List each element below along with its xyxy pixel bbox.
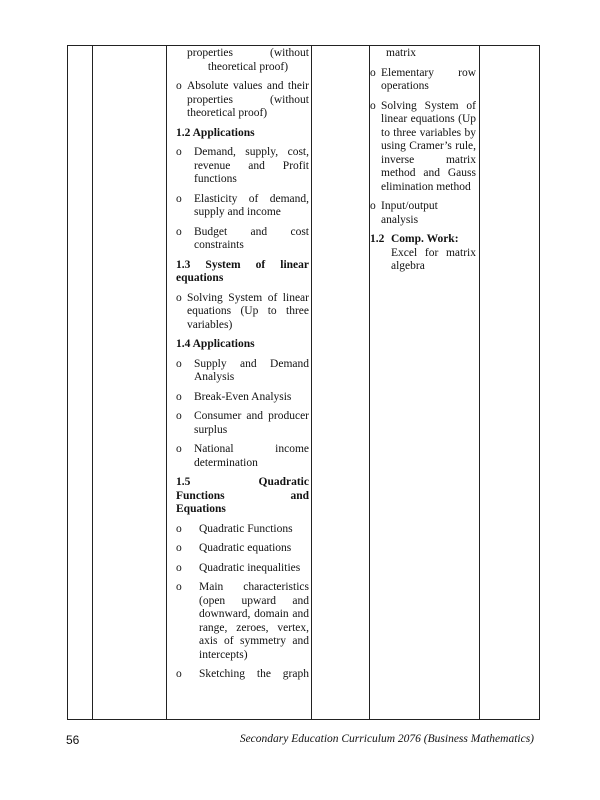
list-item <box>176 562 309 576</box>
section-heading: 1.4 Applications <box>176 338 255 350</box>
page-number: 56 <box>66 733 80 747</box>
item-text: Solving System of linear equations (Up to three variables) <box>187 291 309 331</box>
item-text: Solving System of linear equations (Up to three variables by using Cramer’s rule, inverse matrix method and Gauss elimination method <box>381 99 476 193</box>
cont-line-2: theoretical proof) <box>207 60 289 73</box>
item-text: Supply and Demand Analysis <box>194 357 309 383</box>
list-item <box>176 193 309 220</box>
content-column <box>176 46 309 695</box>
bullet-icon: o <box>176 146 182 158</box>
bullet-icon: o <box>176 581 182 593</box>
list-item <box>176 443 309 470</box>
bullet-icon: o <box>176 390 182 403</box>
item-text: Quadratic inequalities <box>199 561 301 574</box>
item-text: Elasticity of demand, supply and income <box>194 192 309 218</box>
item-text: Sketching the graph <box>199 668 309 680</box>
list-item <box>176 523 309 537</box>
item-text: Break-Even Analysis <box>194 390 292 403</box>
bullet-icon: o <box>176 668 182 680</box>
footer-title: Secondary Education Curriculum 2076 (Business Mathematics) <box>239 733 534 745</box>
bullet-icon: o <box>176 225 182 238</box>
list-item <box>176 581 309 662</box>
matrix-column <box>370 46 476 274</box>
curriculum-table <box>67 45 540 720</box>
list-item <box>176 80 309 121</box>
bullet-icon: o <box>176 561 182 574</box>
comp-body <box>391 233 476 274</box>
item-text: Budget and cost constraints <box>194 225 309 251</box>
page-footer <box>66 733 534 749</box>
column-divider <box>479 46 480 719</box>
column-divider <box>166 46 167 719</box>
list-item <box>176 358 309 385</box>
section-heading-1-5 <box>176 476 309 517</box>
item-text: National income determination <box>194 443 309 469</box>
item-text: Quadratic equations <box>199 542 292 554</box>
list-item <box>176 146 309 187</box>
list-item <box>370 100 476 195</box>
comp-heading: Comp. Work: <box>391 233 459 245</box>
bullet-icon: o <box>176 443 182 455</box>
bullet-icon: o <box>370 66 376 79</box>
section-heading: 1.3 System of linear equations <box>176 258 309 284</box>
comp-work <box>370 233 476 274</box>
item-text: Main characteristics (open upward and downward, domain and range, zeroes, vertex, axis of symmetry and intercepts) <box>199 581 309 661</box>
bullet-icon: o <box>176 357 182 370</box>
bullet-icon: o <box>176 291 182 304</box>
cont-word-2: (without <box>270 47 309 59</box>
section-heading: 1.2 Applications <box>176 126 255 139</box>
item-text: Consumer and producer surplus <box>194 410 309 436</box>
column-divider <box>311 46 312 719</box>
heading-word: Equations <box>176 503 226 515</box>
item-text: Quadratic Functions <box>199 522 293 535</box>
bullet-icon: o <box>176 192 182 205</box>
heading-word: Quadratic <box>258 476 309 488</box>
item-text: Elementary row operations <box>381 66 476 92</box>
list-item <box>176 226 309 253</box>
bullet-icon: o <box>176 522 182 535</box>
comp-text: Excel for matrix algebra <box>391 246 476 272</box>
comp-number: 1.2 <box>370 233 385 245</box>
list-item <box>176 292 309 333</box>
item-text: Input/output analysis <box>381 200 438 226</box>
list-item <box>370 67 476 94</box>
continued-text <box>176 47 309 74</box>
bullet-icon: o <box>176 542 182 554</box>
bullet-icon: o <box>370 99 376 112</box>
heading-word: Functions <box>176 489 225 502</box>
heading-number: 1.5 <box>176 476 191 488</box>
list-item <box>370 200 476 227</box>
item-text: Demand, supply, cost, revenue and Profit functions <box>194 146 309 185</box>
cont-word-1: properties <box>187 47 233 59</box>
list-item <box>176 410 309 437</box>
bullet-icon: o <box>176 410 182 422</box>
list-item <box>176 391 309 405</box>
bullet-icon: o <box>176 80 182 92</box>
bullet-icon: o <box>370 200 376 212</box>
list-item <box>176 542 309 556</box>
heading-word: and <box>290 489 309 502</box>
list-item <box>176 668 309 695</box>
column-divider <box>92 46 93 719</box>
continued-text: matrix <box>386 47 417 59</box>
item-text: Absolute values and their properties (without theoretical proof) <box>187 80 309 119</box>
